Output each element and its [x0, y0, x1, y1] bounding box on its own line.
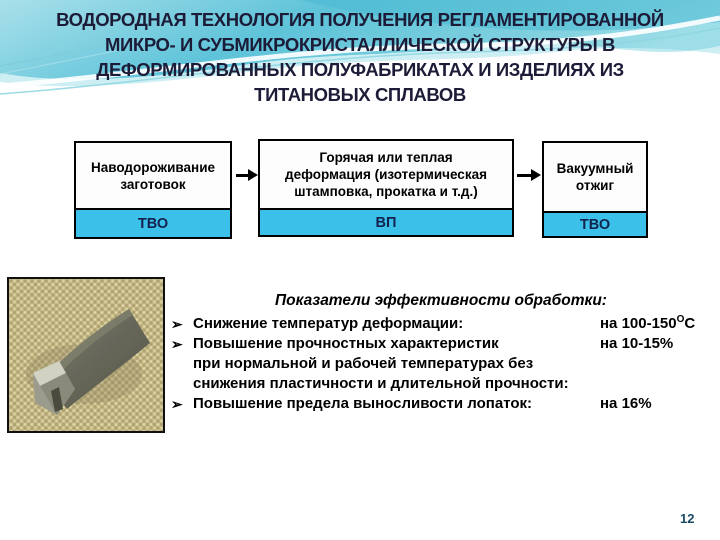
effectiveness-item-value: на 16%: [600, 395, 652, 412]
effectiveness-item: [168, 314, 714, 334]
step-label-line: штамповка, прокатка и т.д.): [294, 184, 478, 199]
effectiveness-item-value: на $100-150^ОС$: [600, 314, 696, 332]
blade-photo-image: [9, 279, 163, 431]
effectiveness-item-continuation: снижения пластичности и длительной прочности:: [193, 375, 569, 392]
step-tag: ВП: [258, 208, 514, 237]
arrow-bullet-icon: ➢: [171, 396, 183, 412]
flow-step-deformation: [258, 139, 514, 237]
step-label-line: заготовок: [120, 176, 186, 192]
title-line: ВОДОРОДНАЯ ТЕХНОЛОГИЯ ПОЛУЧЕНИЯ РЕГЛАМЕНТИРОВАННОЙ: [56, 9, 664, 30]
effectiveness-item-value: на 10-15%: [600, 335, 674, 352]
arrow-bullet-icon: ➢: [171, 316, 183, 332]
step-label-line: отжиг: [575, 178, 615, 193]
step-tag: ТВО: [542, 211, 648, 238]
page-number: 12: [680, 511, 695, 526]
effectiveness-item-text: Повышение прочностных характеристик: [193, 335, 499, 352]
flow-step-vacuum-annealing: [542, 141, 648, 238]
flow-step-hydrogenation: [74, 141, 232, 239]
arrow-bullet-icon: ➢: [171, 336, 183, 352]
flow-arrow-icon: [517, 174, 531, 177]
effectiveness-item-text: Снижение температур деформации:: [193, 315, 464, 332]
title-line: МИКРО- И СУБМИКРОКРИСТАЛЛИЧЕСКОЙ СТРУКТУРЫ В: [105, 34, 615, 55]
step-label-line: Вакуумный: [556, 161, 634, 176]
effectiveness-item: [168, 334, 714, 354]
step-label-box: [74, 141, 232, 210]
step-tag: ТВО: [74, 208, 232, 239]
degree-superscript: О: [676, 314, 685, 325]
title-line: ДЕФОРМИРОВАННЫХ ПОЛУФАБРИКАТАХ И ИЗДЕЛИЯХ ИЗ: [96, 59, 624, 80]
blade-photo: [7, 277, 165, 433]
flow-arrow-icon: [236, 174, 248, 177]
effectiveness-item: [168, 394, 714, 414]
step-label-box: [542, 141, 648, 213]
effectiveness-heading: Показатели эффективности обработки:: [275, 292, 607, 309]
title-line: ТИТАНОВЫХ СПЛАВОВ: [254, 84, 466, 105]
step-label-line: деформация (изотермическая: [285, 167, 487, 182]
effectiveness-item-continuation: при нормальной и рабочей температурах без: [193, 355, 534, 372]
effectiveness-panel: [168, 291, 714, 414]
slide-title: [0, 7, 720, 107]
step-label-line: Наводороживание: [90, 159, 216, 175]
step-label-line: Горячая или теплая: [319, 150, 453, 165]
effectiveness-item-text: Повышение предела выносливости лопаток:: [193, 395, 533, 412]
step-label-box: [258, 139, 514, 210]
